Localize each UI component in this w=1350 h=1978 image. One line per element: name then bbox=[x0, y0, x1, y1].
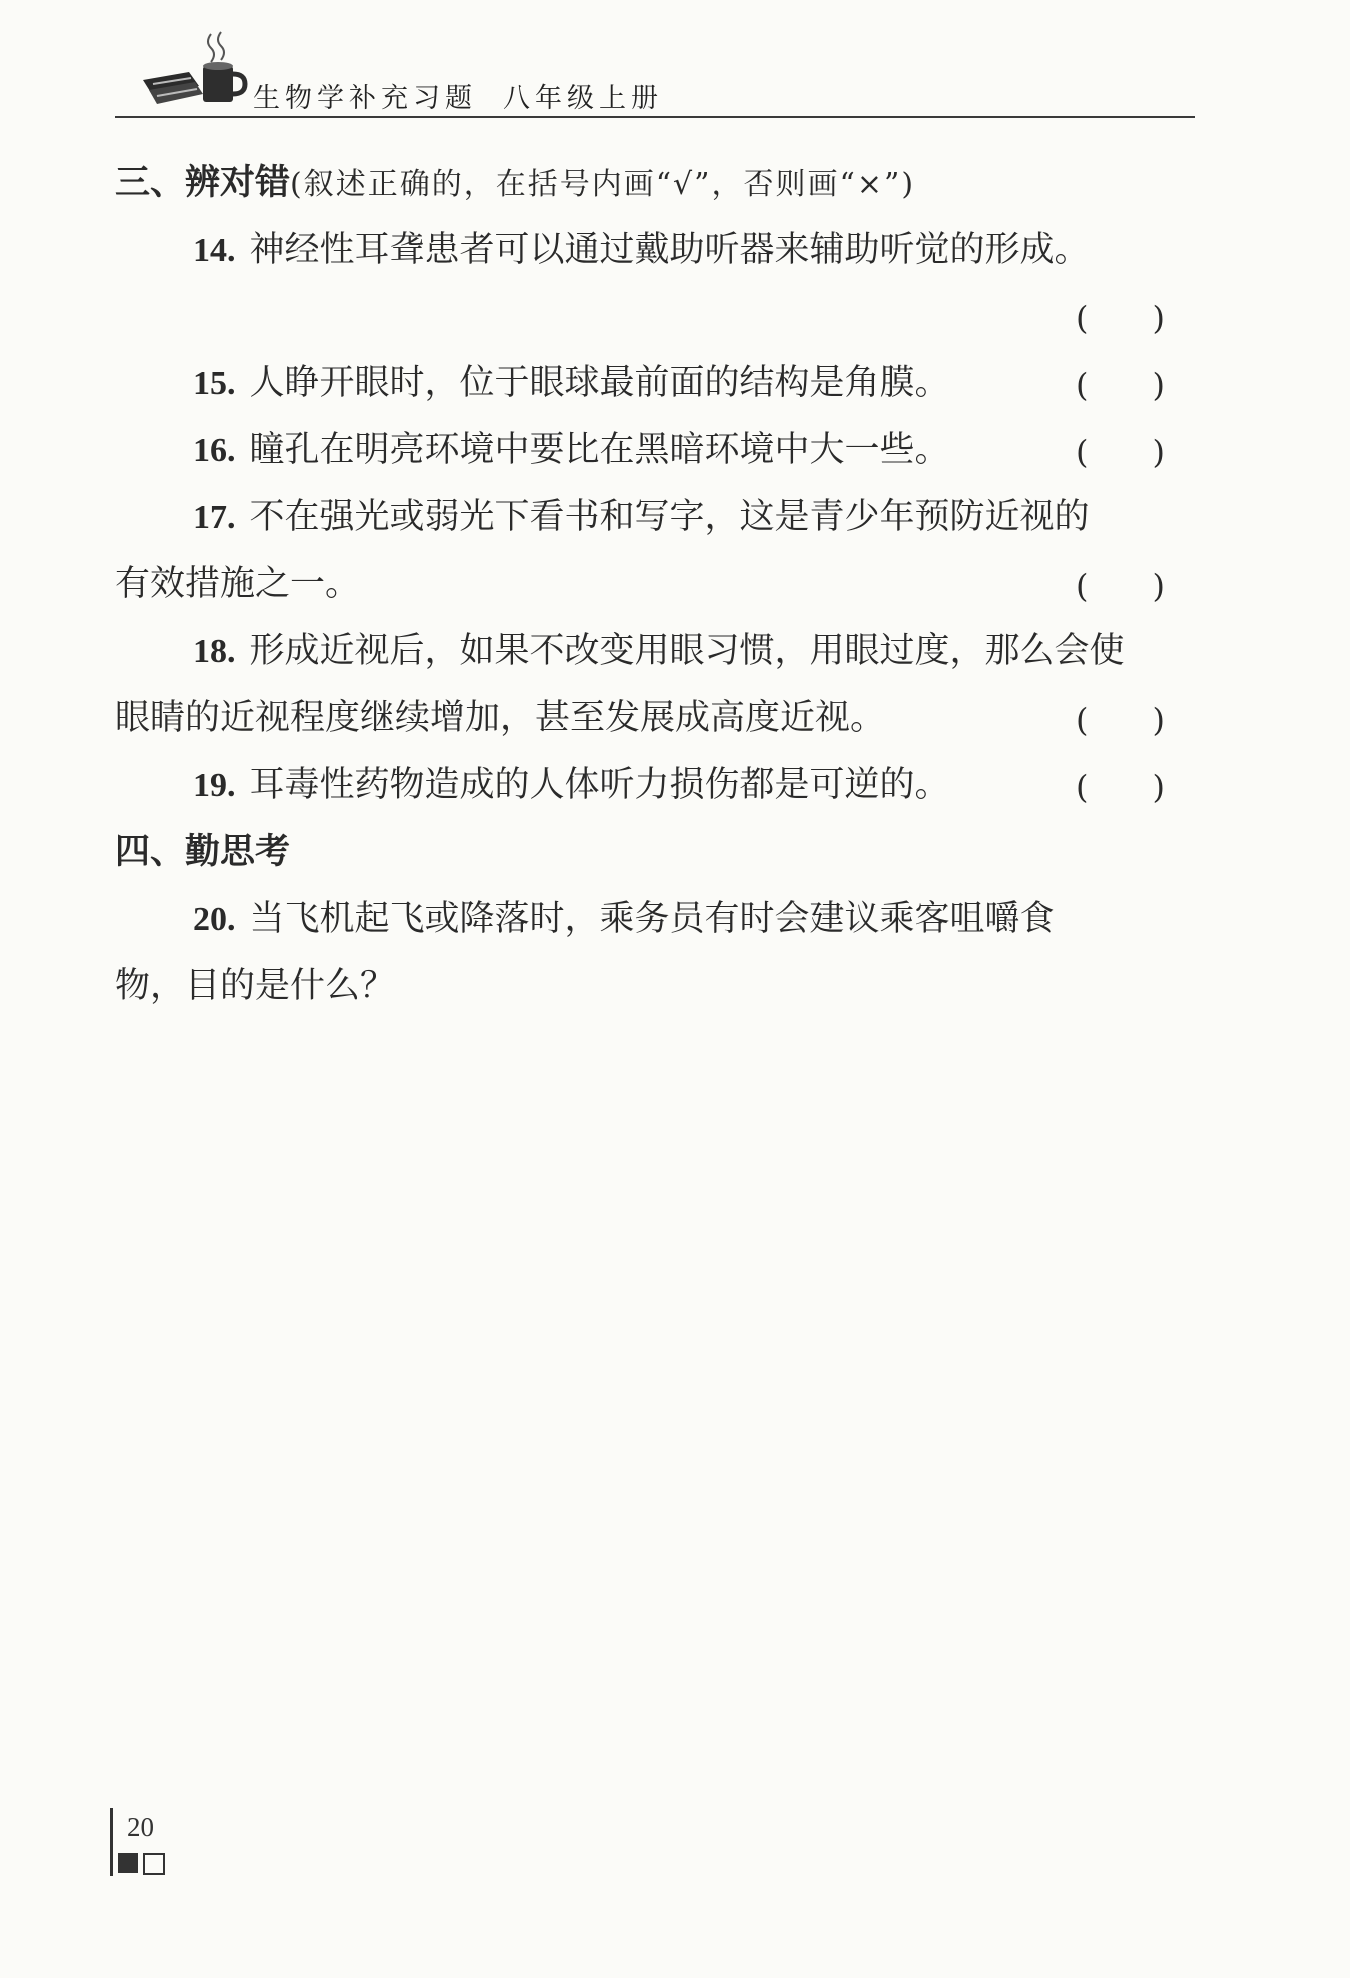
header-title bbox=[253, 76, 663, 115]
question-18-continued bbox=[115, 698, 886, 738]
paren-open: ( bbox=[1076, 299, 1089, 337]
question-number: 20. bbox=[193, 901, 236, 938]
section-judge-heading bbox=[115, 163, 916, 203]
books-and-mug-icon bbox=[139, 28, 249, 110]
answer-blank-16[interactable] bbox=[1076, 433, 1165, 471]
page-header bbox=[115, 28, 1195, 120]
question-20-continued bbox=[115, 966, 396, 1006]
question-text: 形成近视后，如果不改变用眼习惯，用眼过度，那么会使 bbox=[249, 631, 1125, 671]
paren-close: ) bbox=[1152, 701, 1165, 739]
question-text: 物，目的是什么？ bbox=[115, 966, 396, 1006]
question-18 bbox=[193, 631, 1125, 671]
paren-open: ( bbox=[1076, 701, 1089, 739]
paren-close: ) bbox=[1152, 567, 1165, 605]
section-think-title: 四、勤思考 bbox=[115, 832, 291, 872]
header-divider bbox=[115, 116, 1195, 118]
paren-open: ( bbox=[1076, 567, 1089, 605]
question-text: 瞳孔在明亮环境中要比在黑暗环境中大一些。 bbox=[249, 430, 950, 470]
paren-close: ) bbox=[1152, 366, 1165, 404]
section-judge-title: 三、辨对错 bbox=[115, 163, 291, 203]
question-19 bbox=[193, 765, 950, 805]
question-text: 耳毒性药物造成的人体听力损伤都是可逆的。 bbox=[249, 765, 950, 805]
question-number: 19. bbox=[193, 767, 236, 804]
answer-blank-17[interactable] bbox=[1076, 567, 1165, 605]
book-title: 生物学补充习题 bbox=[253, 83, 477, 114]
grade-label: 八年级上册 bbox=[503, 83, 663, 114]
section-think-heading bbox=[115, 832, 291, 872]
question-text: 眼睛的近视程度继续增加，甚至发展成高度近视。 bbox=[115, 698, 886, 738]
empty-square-icon bbox=[143, 1853, 165, 1875]
footer-bar bbox=[110, 1808, 113, 1876]
question-17-continued bbox=[115, 564, 361, 604]
question-text: 不在强光或弱光下看书和写字，这是青少年预防近视的 bbox=[249, 497, 1090, 537]
section-judge-note: (叙述正确的，在括号内画“√”，否则画“×”) bbox=[290, 167, 916, 202]
question-14 bbox=[193, 230, 1090, 270]
paren-open: ( bbox=[1076, 433, 1089, 471]
question-number: 16. bbox=[193, 432, 236, 469]
question-number: 17. bbox=[193, 499, 236, 536]
question-20 bbox=[193, 899, 1055, 939]
question-text: 有效措施之一。 bbox=[115, 564, 361, 604]
answer-blank-19[interactable] bbox=[1076, 768, 1165, 806]
page-number: 20 bbox=[127, 1812, 154, 1842]
paren-close: ) bbox=[1152, 299, 1165, 337]
question-text: 当飞机起飞或降落时，乘务员有时会建议乘客咀嚼食 bbox=[249, 899, 1055, 939]
question-number: 14. bbox=[193, 232, 236, 269]
question-17 bbox=[193, 497, 1090, 537]
answer-blank-14[interactable] bbox=[1076, 299, 1165, 337]
paren-close: ) bbox=[1152, 433, 1165, 471]
question-text: 人睁开眼时，位于眼球最前面的结构是角膜。 bbox=[249, 363, 950, 403]
paren-open: ( bbox=[1076, 366, 1089, 404]
question-number: 15. bbox=[193, 365, 236, 402]
filled-square-icon bbox=[118, 1853, 138, 1873]
answer-blank-18[interactable] bbox=[1076, 701, 1165, 739]
question-text: 神经性耳聋患者可以通过戴助听器来辅助听觉的形成。 bbox=[249, 230, 1090, 270]
question-number: 18. bbox=[193, 633, 236, 670]
answer-blank-15[interactable] bbox=[1076, 366, 1165, 404]
paren-close: ) bbox=[1152, 768, 1165, 806]
question-15 bbox=[193, 363, 950, 403]
paren-open: ( bbox=[1076, 768, 1089, 806]
question-16 bbox=[193, 430, 950, 470]
